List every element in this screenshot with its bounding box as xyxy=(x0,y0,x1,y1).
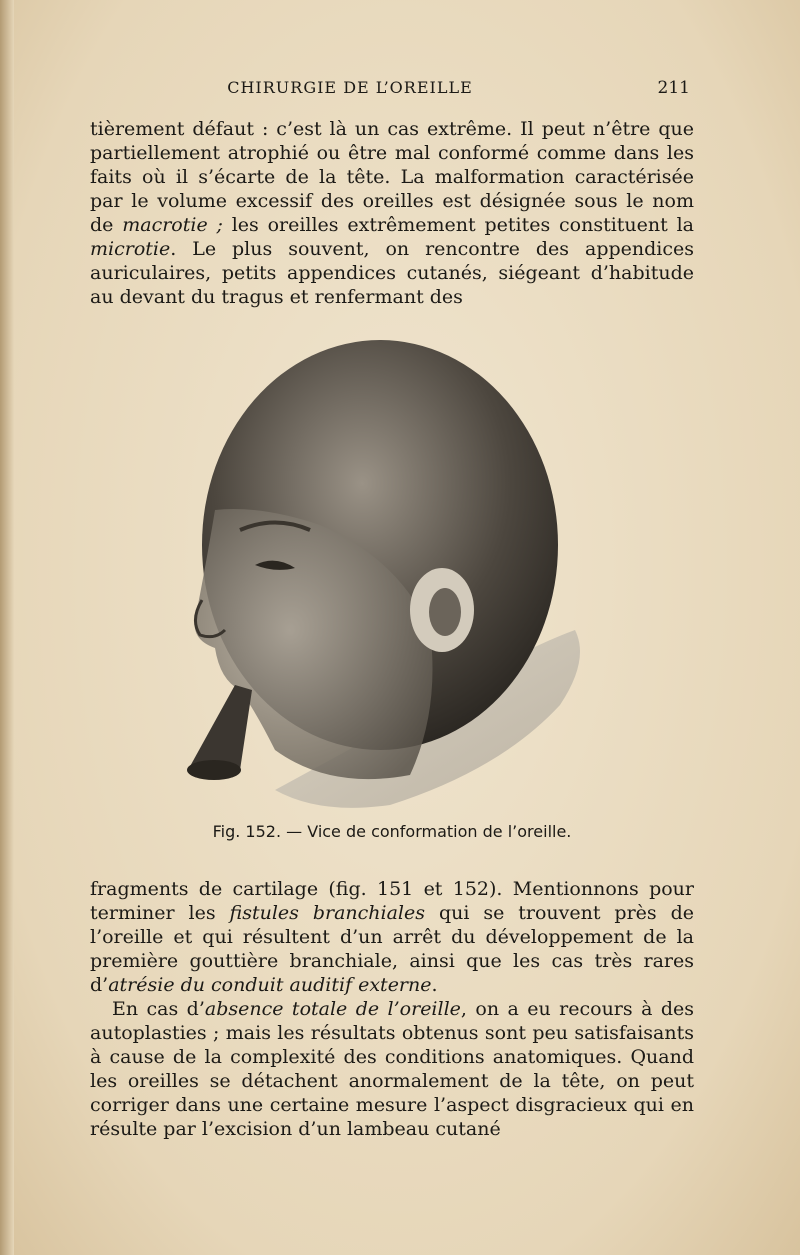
binding-edge xyxy=(0,0,14,1255)
paragraph-top xyxy=(90,117,694,309)
figure-infant-head xyxy=(180,330,600,820)
text-segment: . xyxy=(431,974,438,996)
paragraph-absence-totale xyxy=(90,997,694,1141)
term-atresie: atrésie du conduit auditif externe xyxy=(108,974,432,996)
term-macrotie: macrotie ; xyxy=(122,214,223,236)
text-segment: . Le plus souvent, on rencontre des appendices auriculaires, petits appendices cutanés, siégeant d’habitude au devant du tragus et renfermant des xyxy=(90,238,694,308)
text-segment: , on a eu recours à des autoplasties ; mais les résultats obtenus sont peu satisfaisants à cause de la complexité des conditions anatomiques. Quand les oreilles se détachent anormalement de la tête, on peut corriger dans une certaine mesure l’aspect disgracieux qui en résulte par l’excision d’un lambeau cutané xyxy=(90,998,694,1140)
pacifier-tip xyxy=(187,760,241,780)
paragraph-bottom xyxy=(90,877,694,1141)
infant-head-illustration xyxy=(180,330,600,820)
pacifier xyxy=(188,685,252,770)
text-segment: les oreilles extrêmement petites constituent la xyxy=(222,214,694,236)
running-title: CHIRURGIE DE L’OREILLE xyxy=(227,78,473,97)
term-microtie: microtie xyxy=(90,238,171,260)
running-head xyxy=(90,78,690,102)
ear-inner xyxy=(429,588,461,636)
paragraph-continuation xyxy=(90,877,694,997)
text-segment: tièrement défaut : c’est là un cas extrême. Il peut n’être que partiellement atrophié ou être mal conformé comme dans les faits où il s’écarte de la tête. La malformation caractérisée par le volume excessif des oreilles est désignée sous le nom de xyxy=(90,118,694,236)
text-segment: fragments de cartilage (fig. 151 et 152). Mentionnons pour terminer les xyxy=(90,878,694,924)
page-number: 211 xyxy=(657,78,690,98)
figure-caption: Fig. 152. — Vice de conformation de l’oreille. xyxy=(212,822,572,841)
term-absence-totale: absence totale de l’oreille xyxy=(204,998,461,1020)
term-fistules-branchiales: fistules branchiales xyxy=(229,902,426,924)
text-segment: En cas d’ xyxy=(112,998,205,1020)
text-segment: qui se trouvent près de l’oreille et qui résultent d’un arrêt du développement de la première gouttière branchiale, ainsi que les cas très rares d’ xyxy=(90,902,694,996)
